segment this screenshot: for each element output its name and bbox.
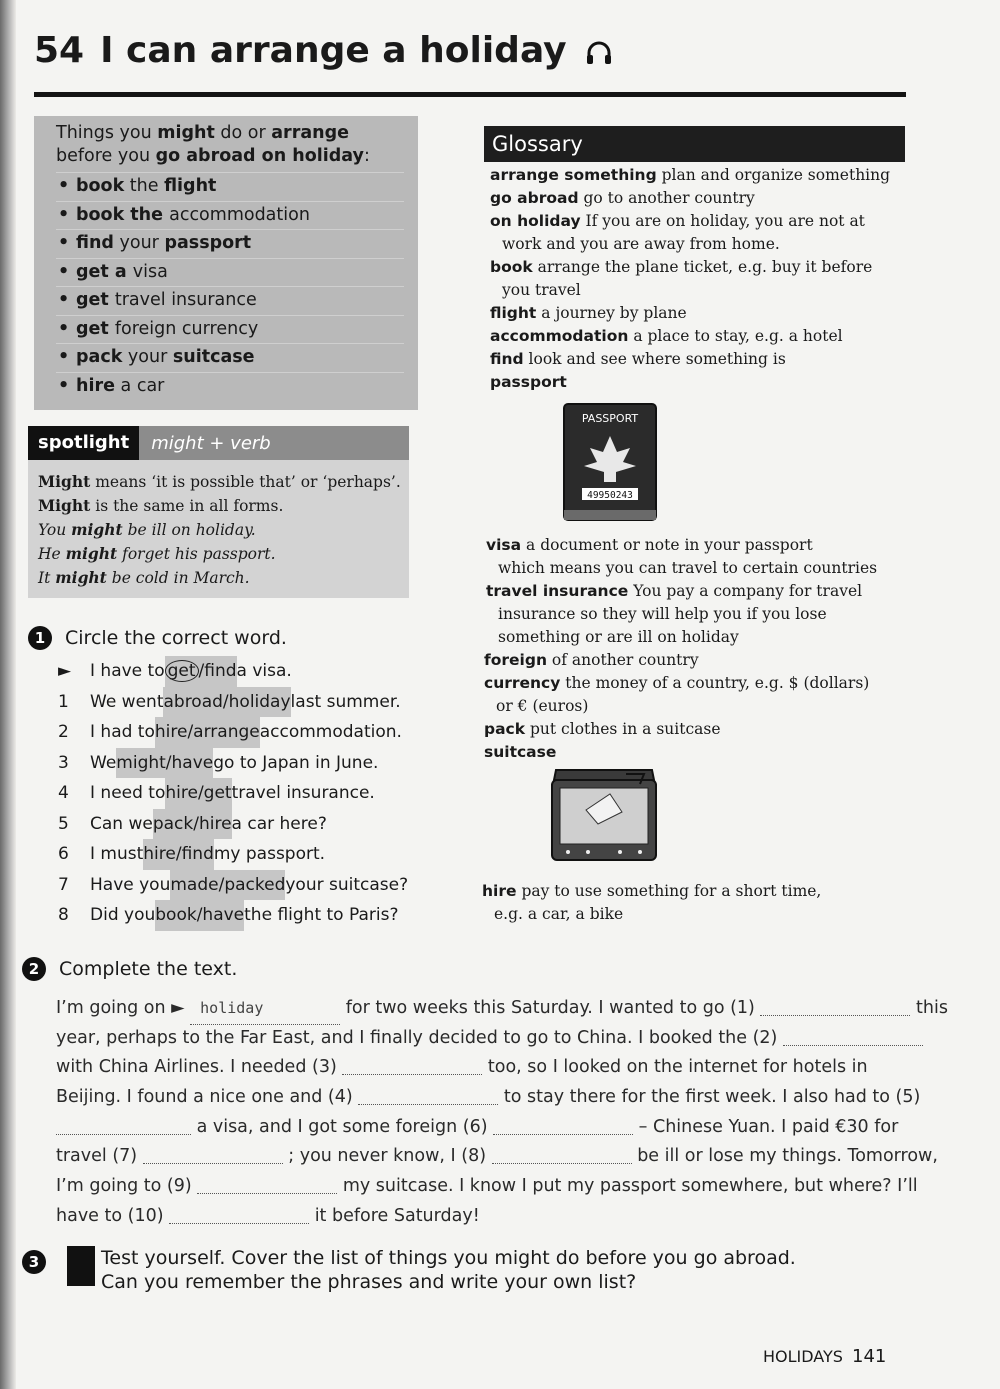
answer-blank[interactable] <box>760 996 910 1016</box>
glossary-line <box>484 741 556 764</box>
glossary-line <box>482 880 821 903</box>
example-marker: ► <box>58 661 72 681</box>
footer-section: HOLIDAYS <box>763 1347 843 1366</box>
passage-line <box>56 1142 938 1172</box>
item-post: a car here? <box>231 813 327 834</box>
exercise1-item <box>58 748 408 779</box>
passage-text: – Chinese Yuan. I paid €30 for <box>633 1116 899 1137</box>
item-number: 3 <box>58 752 69 773</box>
spotlight-keyword: Might <box>38 472 91 491</box>
example-rest: be cold in March. <box>106 569 250 587</box>
glossary-line <box>490 187 755 210</box>
item-number: 7 <box>58 874 69 895</box>
exercise3-line-2: Can you remember the phrases and write your own list? <box>101 1271 637 1293</box>
spotlight-tag: spotlight <box>28 426 139 460</box>
exercise2-heading <box>22 957 237 981</box>
glossary-line <box>490 348 786 371</box>
spotlight-topic: might + verb <box>151 432 271 454</box>
passage-text: my suitcase. I know I put my passport somewhere, but where? I’ll <box>337 1176 918 1197</box>
item-choice: hire/arrange <box>155 717 260 748</box>
item-choice: hire/find <box>143 839 214 870</box>
glossary-term: on holiday <box>490 212 581 230</box>
phrase-part: pack <box>76 347 123 367</box>
glossary-definition: a place to stay, e.g. a hotel <box>628 327 843 345</box>
book-spine-shadow <box>0 0 16 1389</box>
passage-text: ; you never know, I (8) <box>282 1146 492 1167</box>
glossary-definition: look and see where something is <box>523 350 786 368</box>
item-choice: book/have <box>155 900 244 931</box>
glossary-definition: a document or note in your passport <box>521 536 813 554</box>
phrase-item <box>56 372 404 401</box>
passage-text: be ill or lose my things. Tomorrow, <box>631 1146 938 1167</box>
exercise1-item <box>58 778 408 809</box>
item-post: go to Japan in June. <box>213 752 379 773</box>
exercise1-instruction: Circle the correct word. <box>65 627 287 649</box>
glossary-entry <box>490 302 687 325</box>
item-choice: might/have <box>116 748 213 779</box>
exercise2-number: 2 <box>22 957 46 981</box>
glossary-term: hire <box>482 882 517 900</box>
passage-line <box>56 1113 899 1143</box>
item-number: 2 <box>58 722 69 742</box>
glossary-line <box>490 371 567 394</box>
item-choice: hire/get <box>165 778 231 809</box>
example-subject: He <box>38 545 66 563</box>
phrase-part: hire <box>76 375 115 396</box>
item-choice: abroad/holiday <box>163 687 290 718</box>
example-choice <box>165 656 237 687</box>
phrase-part: accommodation <box>169 204 310 225</box>
glossary-line <box>484 649 699 672</box>
glossary-line <box>490 210 865 233</box>
phrase-part: flight <box>164 176 217 196</box>
passage-line <box>56 994 948 1024</box>
choice-other: find <box>204 661 237 681</box>
passage-text: this <box>910 998 948 1018</box>
passage-text: I’m going to (9) <box>56 1176 198 1197</box>
glossary-entry <box>490 210 865 256</box>
exercise2-instruction: Complete the text. <box>59 958 238 980</box>
phrase-part: foreign currency <box>114 318 259 339</box>
glossary-definition: a journey by plane <box>536 304 687 322</box>
glossary-term: arrange something <box>490 166 657 184</box>
item-post: accommodation. <box>259 722 402 742</box>
spotlight-line <box>38 494 401 518</box>
spotlight-header <box>28 426 409 460</box>
answer-blank[interactable] <box>492 1144 632 1164</box>
spotlight-example <box>38 518 401 542</box>
phrase-item <box>56 286 404 315</box>
item-post: travel insurance. <box>231 783 375 803</box>
glossary-entry <box>490 348 786 371</box>
item-number: 4 <box>58 783 69 803</box>
phrase-part: your <box>113 233 165 253</box>
phrase-part: book the <box>76 204 170 225</box>
exercise3-number: 3 <box>22 1250 46 1274</box>
answer-blank[interactable] <box>358 1085 498 1105</box>
spotlight-text: means ‘it is possible that’ or ‘perhaps’. <box>90 473 401 491</box>
passage-text: for two weeks this Saturday. I wanted to go (1) <box>340 998 761 1018</box>
item-pre: Have you <box>90 874 171 895</box>
passage-text: have to (10) <box>56 1205 170 1226</box>
glossary-term: flight <box>490 304 537 322</box>
glossary-entry <box>490 371 567 394</box>
exercise1-heading <box>28 626 287 650</box>
exercise1-item <box>58 809 408 840</box>
example-keyword: might <box>71 520 123 539</box>
passage-text: year, perhaps to the Far East, and I finally decided to go to China. I booked the (2) <box>56 1027 783 1048</box>
phrase-item <box>56 343 404 372</box>
glossary-term: suitcase <box>484 743 557 761</box>
glossary-line <box>490 302 687 325</box>
example-post: a visa. <box>236 661 292 681</box>
answer-blank[interactable] <box>342 1055 482 1075</box>
glossary-definition: the money of a country, e.g. $ (dollars) <box>560 674 870 692</box>
example-subject: You <box>38 521 72 539</box>
phrase-part: get <box>76 318 115 339</box>
phrase-item <box>56 201 404 230</box>
passage-text: it before Saturday! <box>309 1205 480 1226</box>
spotlight-text: is the same in all forms. <box>90 497 284 515</box>
glossary-definition: arrange the plane ticket, e.g. buy it before <box>532 258 873 276</box>
passage-text: I’m going on ► <box>56 998 191 1018</box>
passage-text: Beijing. I found a nice one and (4) <box>56 1087 359 1108</box>
glossary-entry <box>484 649 699 672</box>
glossary-continuation: work and you are away from home. <box>502 235 780 253</box>
passport-label: PASSPORT <box>581 412 639 425</box>
glossary-continuation: or € (euros) <box>496 697 589 715</box>
phrases-intro <box>56 122 404 168</box>
phrase-part: the <box>124 176 165 196</box>
glossary-term: foreign <box>484 651 547 669</box>
glossary-term: travel insurance <box>486 582 629 600</box>
intro-part: : <box>363 146 370 166</box>
glossary-continuation: you travel <box>502 281 581 299</box>
intro-part: Things you <box>56 123 158 143</box>
phrase-item <box>56 229 404 258</box>
glossary-term: visa <box>486 536 522 554</box>
glossary-continuation: something or are ill on holiday <box>498 628 739 646</box>
page-number: 141 <box>852 1346 887 1367</box>
item-number: 8 <box>58 905 69 925</box>
example-pre: I have to <box>90 661 165 681</box>
phrase-part: get a <box>76 261 133 282</box>
headphones-icon <box>585 40 613 66</box>
glossary-entry <box>490 325 843 348</box>
answer-blank[interactable] <box>197 1174 337 1194</box>
example-keyword: might <box>65 544 118 563</box>
spotlight-keyword: Might <box>38 496 91 515</box>
glossary-entry <box>490 187 755 210</box>
item-pre: Did you <box>90 905 156 925</box>
glossary-line <box>484 718 721 741</box>
phrase-part: passport <box>164 233 252 253</box>
phrase-item <box>56 172 404 201</box>
intro-part: arrange <box>271 123 349 143</box>
circled-answer: get <box>165 660 199 682</box>
spotlight-line <box>38 470 401 494</box>
passport-number: 49950243 <box>587 490 633 501</box>
glossary-definition: put clothes in a suitcase <box>525 720 721 738</box>
item-pre: We <box>90 752 117 773</box>
intro-part: might <box>157 123 215 143</box>
glossary-definition: You pay a company for travel <box>628 582 863 600</box>
answer-blank[interactable] <box>169 1204 309 1224</box>
glossary-definition: If you are on holiday, you are not at <box>580 212 865 230</box>
exercise1-item <box>58 900 408 931</box>
item-post: my passport. <box>213 844 326 864</box>
page-title <box>34 30 613 71</box>
intro-part: go abroad on holiday <box>155 146 364 166</box>
example-rest: forget his passport. <box>117 545 276 563</box>
item-post: your suitcase? <box>285 874 409 895</box>
phrase-part: get <box>76 290 115 310</box>
glossary-entry <box>484 741 556 764</box>
item-post: last summer. <box>290 691 401 712</box>
passage-line <box>56 1024 896 1054</box>
exercise3-line-1: Test yourself. Cover the list of things you might do before you go abroad. <box>101 1247 796 1269</box>
glossary-definition: of another country <box>547 651 699 669</box>
title-bold: arrange a holiday <box>209 30 567 71</box>
glossary-line <box>486 534 877 557</box>
item-pre: I had to <box>90 722 155 742</box>
intro-part: do or <box>214 123 272 143</box>
cover-card-icon <box>67 1246 95 1286</box>
answer-blank[interactable] <box>143 1144 283 1164</box>
glossary-line <box>484 672 869 695</box>
example-subject: It <box>38 569 56 587</box>
phrase-part: book <box>76 176 125 196</box>
phrase-part: your <box>122 347 173 367</box>
phrase-part: find <box>76 233 114 253</box>
passage-line <box>56 1053 896 1083</box>
item-choice: pack/hire <box>153 809 232 840</box>
exercise1-item <box>58 717 408 748</box>
glossary-entry <box>490 256 872 302</box>
glossary-entry <box>482 880 821 926</box>
phrase-part: suitcase <box>172 347 255 367</box>
phrases-box <box>34 116 418 410</box>
passage-line <box>56 1202 896 1232</box>
glossary-line <box>490 256 872 279</box>
glossary-entry <box>490 164 890 187</box>
spotlight-box <box>28 426 409 598</box>
item-pre: I must <box>90 844 144 864</box>
exercise1-list <box>58 656 408 931</box>
glossary-entry <box>484 718 721 741</box>
title-rule <box>34 92 906 97</box>
example-rest: be ill on holiday. <box>122 521 256 539</box>
glossary-entry <box>486 626 739 649</box>
passage-text: to stay there for the first week. I also had to (5) <box>498 1087 921 1108</box>
glossary-definition: plan and organize something <box>656 166 891 184</box>
spotlight-example <box>38 542 401 566</box>
phrase-item <box>56 258 404 287</box>
exercise1-item <box>58 870 408 901</box>
page-footer <box>763 1346 886 1367</box>
glossary-term: book <box>490 258 533 276</box>
spotlight-body <box>28 460 409 590</box>
passage-line <box>56 1083 921 1113</box>
glossary-term: find <box>490 350 524 368</box>
choice-sep: / <box>198 661 205 681</box>
exercise1-item <box>58 839 408 870</box>
phrase-item <box>56 315 404 344</box>
item-pre: We went <box>90 691 164 712</box>
answer-blank[interactable] <box>493 1115 633 1135</box>
item-number: 5 <box>58 813 69 834</box>
exercise1-example <box>58 656 408 687</box>
phrase-part: visa <box>132 261 168 282</box>
phrase-part: travel insurance <box>114 290 257 310</box>
glossary-continuation: insurance so they will help you if you lose <box>498 605 827 623</box>
exercise1-item <box>58 687 408 718</box>
glossary-line <box>490 164 890 187</box>
glossary-term: passport <box>490 373 567 391</box>
item-post: the flight to Paris? <box>244 905 399 925</box>
item-number: 6 <box>58 844 69 864</box>
answer-blank[interactable] <box>56 1115 191 1135</box>
exercise3 <box>22 1246 796 1294</box>
phrase-part: a car <box>114 375 165 396</box>
glossary-term: pack <box>484 720 526 738</box>
passage-text: too, so I looked on the internet for hotels in <box>482 1057 868 1078</box>
passport-illustration <box>560 400 660 528</box>
item-number: 1 <box>58 691 69 712</box>
glossary-line <box>486 580 862 603</box>
passage-text: with China Airlines. I needed (3) <box>56 1057 343 1078</box>
passage-line <box>56 1172 918 1202</box>
item-pre: I need to <box>90 783 166 803</box>
glossary-entry <box>486 580 862 626</box>
item-choice: made/packed <box>170 870 285 901</box>
item-pre: Can we <box>90 813 153 834</box>
glossary-line <box>490 325 843 348</box>
exercise2-passage <box>56 994 948 1232</box>
suitcase-illustration <box>548 766 660 870</box>
intro-part: before you <box>56 146 156 166</box>
glossary-term: go abroad <box>490 189 579 207</box>
glossary-definition: pay to use something for a short time, <box>516 882 822 900</box>
glossary-entry <box>484 672 869 718</box>
handwritten-answer: holiday <box>190 994 340 1025</box>
passage-text: travel (7) <box>56 1146 143 1167</box>
glossary-entry <box>486 534 877 580</box>
spotlight-example <box>38 566 401 590</box>
passage-text: a visa, and I got some foreign (6) <box>191 1116 494 1137</box>
glossary-term: currency <box>484 674 561 692</box>
phrase-list <box>56 172 404 400</box>
unit-number: 54 <box>34 30 85 71</box>
example-keyword: might <box>55 568 107 587</box>
title-pre: I can <box>100 30 198 71</box>
glossary-term: accommodation <box>490 327 629 345</box>
answer-blank[interactable] <box>783 1026 923 1046</box>
glossary-heading: Glossary <box>484 126 905 162</box>
glossary-definition: go to another country <box>578 189 755 207</box>
glossary-continuation: e.g. a car, a bike <box>494 905 624 923</box>
glossary-continuation: which means you can travel to certain countries <box>498 559 878 577</box>
exercise1-number: 1 <box>28 626 52 650</box>
